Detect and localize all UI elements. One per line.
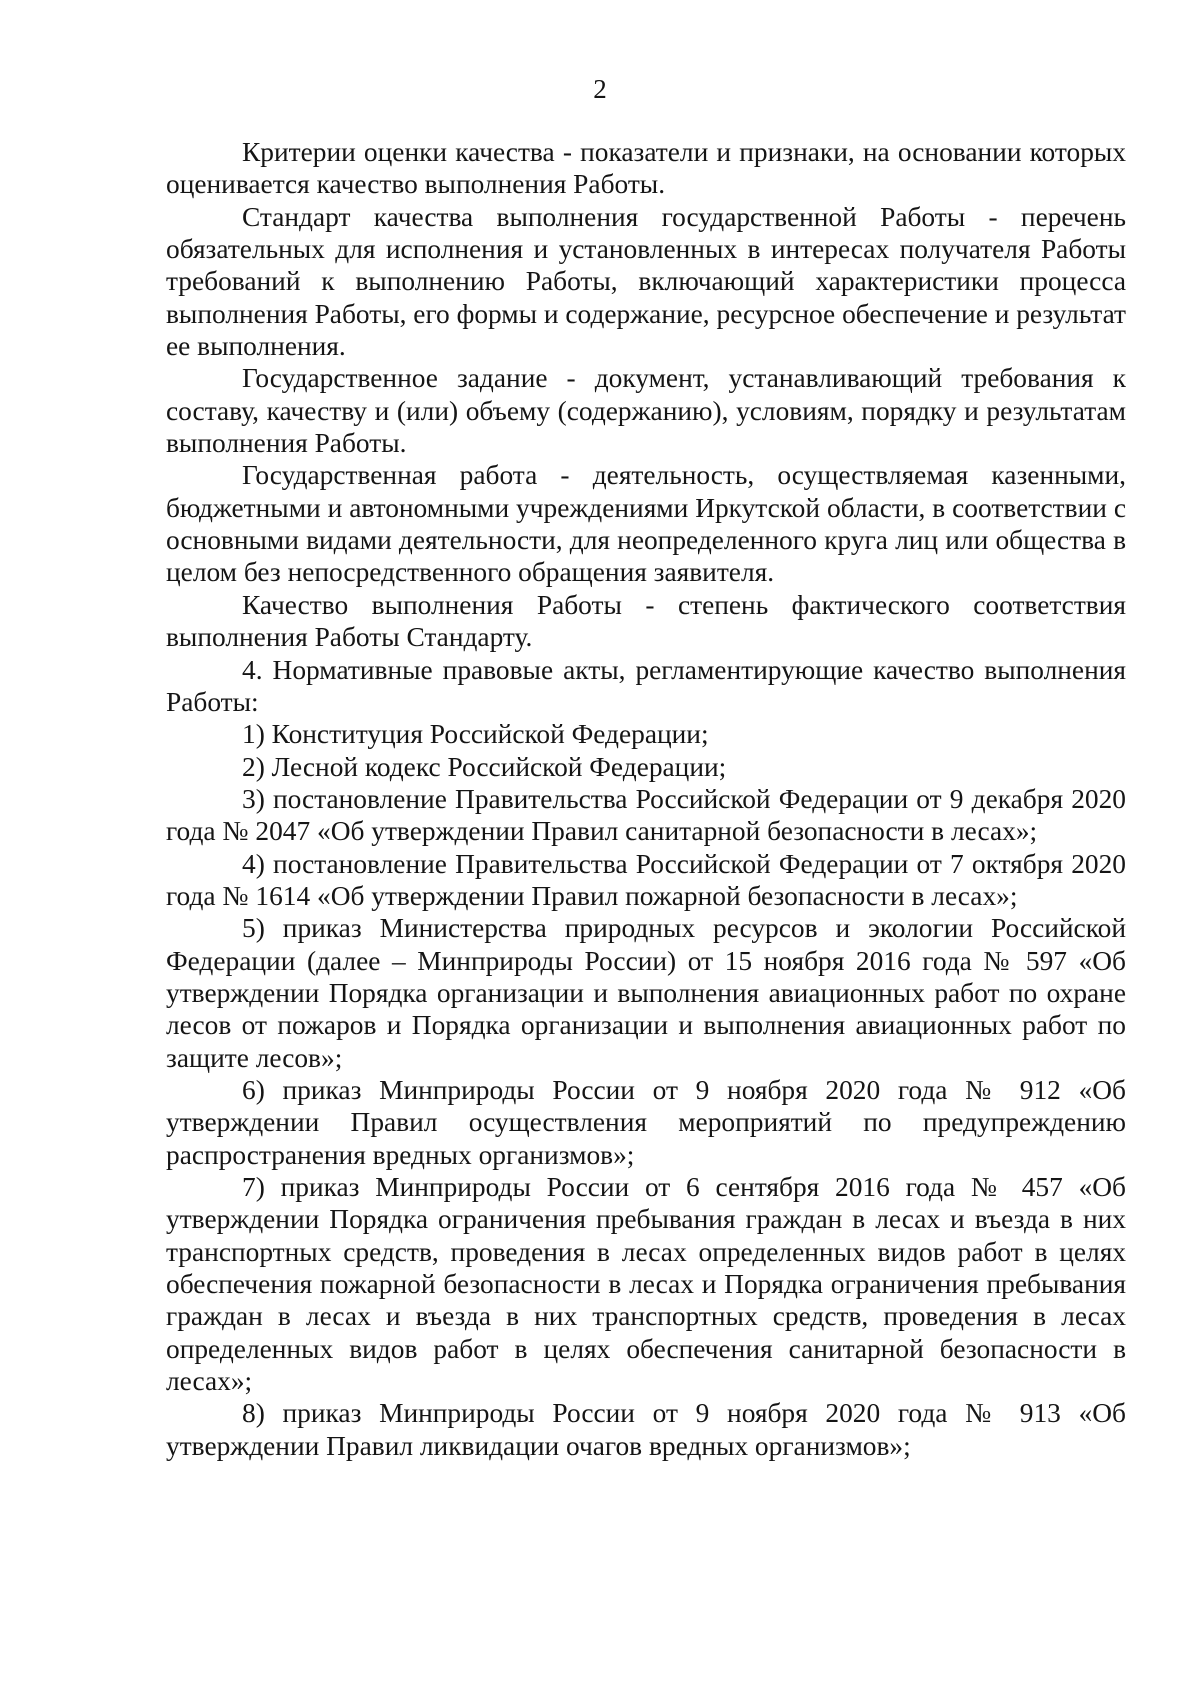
paragraph-section-4-heading: 4. Нормативные правовые акты, регламентирующие качество выполнения Работы: [166,654,1126,717]
list-item-6: 6) приказ Минприроды России от 9 ноября 2020 года № 912 «Об утверждении Правил осуществления мероприятий по предупреждению распространения вредных организмов»; [166,1074,1126,1170]
paragraph-quality-criteria: Критерии оценки качества - показатели и признаки, на основании которых оценивается качество выполнения Работы. [166,137,1126,200]
list-item-5: 5) приказ Министерства природных ресурсов и экологии Российской Федерации (далее – Минприроды России) от 15 ноября 2016 года № 597 «Об утверждении Порядка организации и выполнения авиационных работ по охране лесов от пожаров и Порядка организации и выполнения авиационных работ по защите лесов»; [166,913,1126,1073]
list-item-1: 1) Конституция Российской Федерации; [242,719,709,750]
paragraph-quality-standard: Стандарт качества выполнения государственной Работы - перечень обязательных для исполнения и установленных в интересах получателя Работы требований к выполнению Работы, включающий характеристики процесса выполнения Работы, его формы и содержание, ресурсное обеспечение и результат ее выполнения. [166,201,1126,362]
body-text [166,136,1126,1462]
paragraph-state-work: Государственная работа - деятельность, осуществляемая казенными, бюджетными и автономными учреждениями Иркутской области, в соответствии с основными видами деятельности, для неопределенного круга лиц или общества в целом без непосредственного обращения заявителя. [166,460,1126,588]
paragraph-state-assignment: Государственное задание - документ, устанавливающий требования к составу, качеству и (или) объему (содержанию), условиям, порядку и результатам выполнения Работы. [166,363,1126,459]
list-item-4: 4) постановление Правительства Российской Федерации от 7 октября 2020 года № 1614 «Об утверждении Правил пожарной безопасности в лесах»; [166,848,1126,911]
list-item-2: 2) Лесной кодекс Российской Федерации; [242,751,727,782]
list-item-3: 3) постановление Правительства Российской Федерации от 9 декабря 2020 года № 2047 «Об утверждении Правил санитарной безопасности в лесах»; [166,783,1126,847]
list-item-8: 8) приказ Минприроды России от 9 ноября 2020 года № 913 «Об утверждении Правил ликвидации очагов вредных организмов»; [166,1398,1126,1461]
list-item-7: 7) приказ Минприроды России от 6 сентября 2016 года № 457 «Об утверждении Порядка ограничения пребывания граждан в лесах и въезда в них транспортных средств, проведения в лесах определенных видов работ в целях обеспечения пожарной безопасности в лесах и Порядка ограничения пребывания граждан в лесах и въезда в них транспортных средств, проведения в лесах определенных видов работ в целях обеспечения санитарной безопасности в лесах»; [166,1172,1126,1397]
page-number: 2 [593,74,607,104]
paragraph-quality-of-work: Качество выполнения Работы - степень фактического соответствия выполнения Работы Стандарту. [166,589,1126,653]
